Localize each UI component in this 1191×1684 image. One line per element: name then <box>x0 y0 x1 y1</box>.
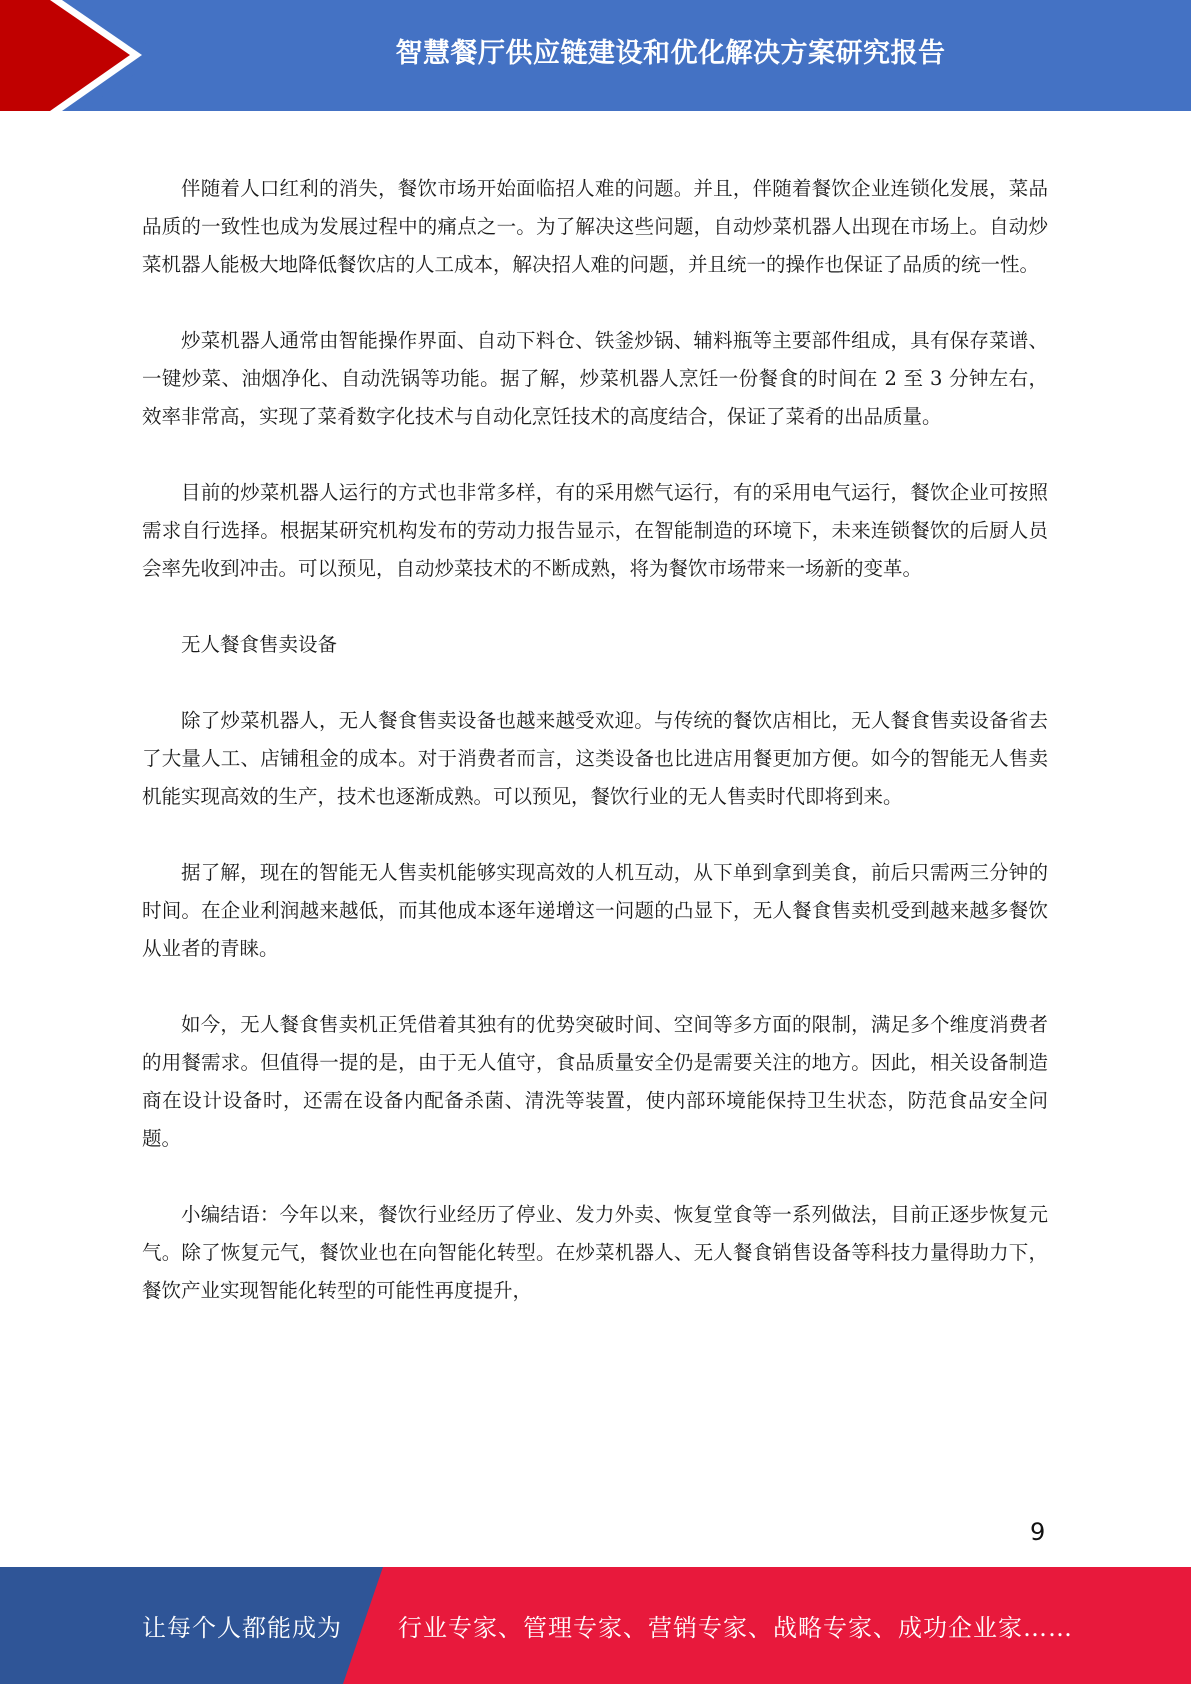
document-title: 智慧餐厅供应链建设和优化解决方案研究报告 <box>395 37 946 69</box>
paragraph: 除了炒菜机器人，无人餐食售卖设备也越来越受欢迎。与传统的餐饮店相比，无人餐食售卖设备省去了大量人工、店铺租金的成本。对于消费者而言，这类设备也比进店用餐更加方便。如今的智能无人售卖机能实现高效的生产，技术也逐渐成熟。可以预见，餐饮行业的无人售卖时代即将到来。 <box>142 709 1048 808</box>
section-heading: 无人餐食售卖设备 <box>181 633 338 656</box>
footer-band <box>0 1567 1191 1684</box>
paragraph: 炒菜机器人通常由智能操作界面、自动下料仓、铁釜炒锅、辅料瓶等主要部件组成，具有保存菜谱、一键炒菜、油烟净化、自动洗锅等功能。据了解，炒菜机器人烹饪一份餐食的时间在 2 至 3 分钟左右，效率非常高，实现了菜肴数字化技术与自动化烹饪技术的高度结合，保证了菜肴的出品质量。 <box>142 329 1048 428</box>
body-text <box>142 170 1048 1348</box>
paragraph: 小编结语：今年以来，餐饮行业经历了停业、发力外卖、恢复堂食等一系列做法，目前正逐步恢复元气。除了恢复元气，餐饮业也在向智能化转型。在炒菜机器人、无人餐食销售设备等科技力量得助力下，餐饮产业实现智能化转型的可能性再度提升， <box>142 1203 1048 1302</box>
paragraph: 据了解，现在的智能无人售卖机能够实现高效的人机互动，从下单到拿到美食，前后只需两三分钟的时间。在企业利润越来越低，而其他成本逐年递增这一问题的凸显下，无人餐食售卖机受到越来越多餐饮从业者的青睐。 <box>142 861 1048 960</box>
paragraph: 目前的炒菜机器人运行的方式也非常多样，有的采用燃气运行，有的采用电气运行，餐饮企业可按照需求自行选择。根据某研究机构发布的劳动力报告显示，在智能制造的环境下，未来连锁餐饮的后厨人员会率先收到冲击。可以预见，自动炒菜技术的不断成熟，将为餐饮市场带来一场新的变革。 <box>142 481 1048 580</box>
header-band <box>0 0 1191 111</box>
chevron-icon <box>0 0 160 111</box>
footer-slogan: 让每个人都能成为 <box>142 1614 342 1642</box>
paragraph: 伴随着人口红利的消失，餐饮市场开始面临招人难的问题。并且，伴随着餐饮企业连锁化发展，菜品品质的一致性也成为发展过程中的痛点之一。为了解决这些问题，自动炒菜机器人出现在市场上。自动炒菜机器人能极大地降低餐饮店的人工成本，解决招人难的问题，并且统一的操作也保证了品质的统一性。 <box>142 177 1048 276</box>
footer-tagline: 行业专家、管理专家、营销专家、战略专家、成功企业家…… <box>398 1614 1073 1642</box>
page-number: 9 <box>1030 1518 1046 1546</box>
paragraph: 如今，无人餐食售卖机正凭借着其独有的优势突破时间、空间等多方面的限制，满足多个维度消费者的用餐需求。但值得一提的是，由于无人值守，食品质量安全仍是需要关注的地方。因此，相关设备制造商在设计设备时，还需在设备内配备杀菌、清洗等装置，使内部环境能保持卫生状态，防范食品安全问题。 <box>142 1013 1048 1150</box>
